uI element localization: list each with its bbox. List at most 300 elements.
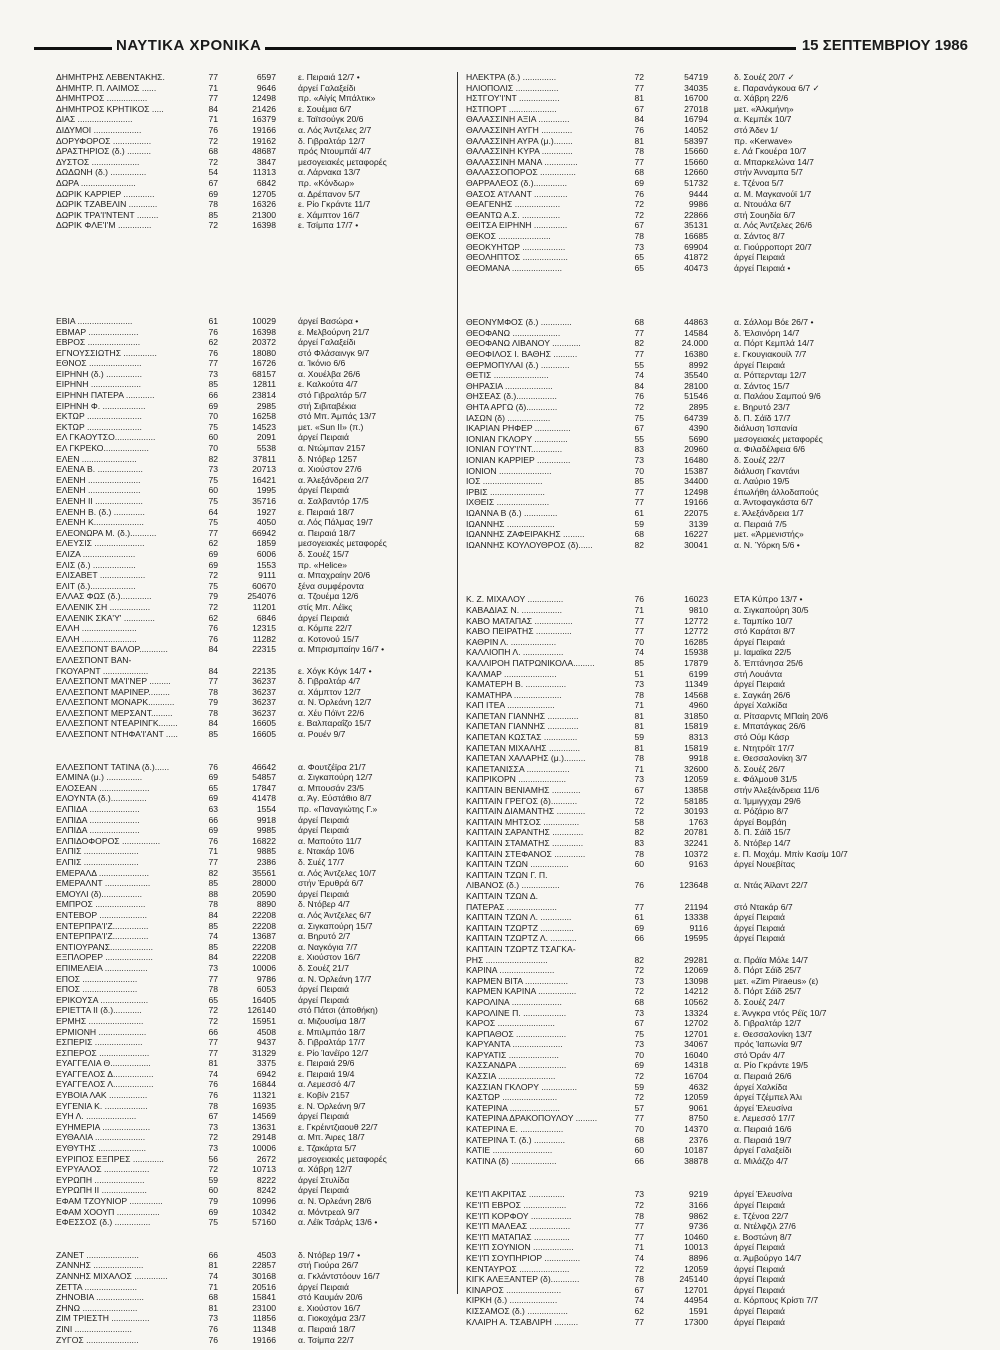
tonnage: 9885 <box>256 846 276 857</box>
vessel-name: ΘΕΟΦΙΛΟΣ Ι. ΒΑΘΗΣ .......... <box>466 349 578 360</box>
register-row <box>56 591 448 602</box>
tonnage: 14318 <box>684 1060 708 1071</box>
vessel-name: ΕΚΤΩΡ ....................... <box>56 411 142 422</box>
build-year: 77 <box>208 93 218 104</box>
vessel-name: ΔΡΑΣΤΗΡΙΟΣ (δ.) .......... <box>56 146 151 157</box>
vessel-status: στό Μπ. Άμπάς 13/7 <box>298 411 376 422</box>
vessel-status: στό Γιβραλτάρ 5/7 <box>298 390 367 401</box>
tonnage: 1591 <box>688 1305 708 1316</box>
vessel-status: α. Παλάου Σαμπού 9/6 <box>734 391 821 402</box>
vessel-status: δ. Ντόβερ 1257 <box>298 453 358 464</box>
vessel-name: ΙΟΝΙΑΝ ΓΟΥ'Ι'ΝΤ............. <box>466 444 563 455</box>
vessel-status: δ. Ντόβερ 14/7 <box>734 838 791 848</box>
register-row <box>466 1113 966 1124</box>
vessel-name: ΚΑΜΑΤΕΡΗ Β. ................. <box>466 679 567 690</box>
build-year: 76 <box>208 623 218 634</box>
vessel-name: ΔΗΜΗΤΡ. Π. ΛΑΙΜΟΣ ...... <box>56 82 157 93</box>
tonnage: 13687 <box>252 931 276 942</box>
vessel-status: άργεί Πειραιά <box>734 252 785 263</box>
build-year: 71 <box>208 846 218 857</box>
vessel-status: ε. Θεσσαλονίκη 3/7 <box>734 753 808 764</box>
vessel-name: ΕΜΕΡΑΛΝΤ ................... <box>56 878 151 889</box>
vessel-name: ΚΑΒΟ ΠΕΙΡΑΤΗΣ ............... <box>466 626 572 637</box>
vessel-status: α. Χάμπτον 12/7 <box>298 686 361 697</box>
build-year: 70 <box>634 1124 644 1135</box>
vessel-name: ΕΙΡΗΝΗ ..................... <box>56 379 141 390</box>
vessel-name: ΘΕΟΜΑΝΑ ..................... <box>466 262 562 273</box>
register-row <box>466 658 966 669</box>
vessel-status: α. Πειραιά 18/7 <box>298 527 356 538</box>
register-row <box>466 146 966 157</box>
build-year: 70 <box>208 443 218 454</box>
vessel-name: ΕΛΛΕΣΠΟΝΤ ΒΑΝ- <box>56 654 132 665</box>
tonnage: 22866 <box>684 209 708 220</box>
vessel-status: α. Σαλβαντόρ 17/5 <box>298 496 369 506</box>
vessel-status: δ. Π. Σάϊδ 17/7 <box>734 412 791 423</box>
build-year: 72 <box>208 601 218 612</box>
register-row <box>466 880 966 891</box>
tonnage: 12660 <box>684 167 708 178</box>
vessel-status: α. Λός Άντζελες 2/7 <box>298 124 372 135</box>
register-row <box>466 700 966 711</box>
build-year: 78 <box>634 689 644 700</box>
build-year: 77 <box>634 486 644 497</box>
register-row <box>56 1079 448 1090</box>
tonnage: 22315 <box>252 644 276 655</box>
vessel-name: ΚΕ'Ι'Π ΣΟΥΝΙΟΝ ................. <box>466 1242 574 1253</box>
vessel-status: α. Πειραιά 18/7 <box>298 1323 356 1334</box>
tonnage: 4960 <box>688 700 708 711</box>
tonnage: 16480 <box>684 455 708 465</box>
build-year: 76 <box>208 1334 218 1345</box>
register-row <box>466 796 966 807</box>
tonnage: 69904 <box>684 241 708 252</box>
register-row <box>56 718 448 729</box>
tonnage: 37811 <box>252 453 276 464</box>
register-row <box>466 1103 966 1114</box>
build-year: 72 <box>208 570 218 581</box>
tonnage: 3847 <box>256 156 276 167</box>
vessel-status: α. Σιγκαπούρη 15/7 <box>298 920 373 931</box>
build-year: 76 <box>208 835 218 846</box>
vessel-name: ΕΘΝΟΣ ...................... <box>56 358 142 369</box>
tonnage: 16379 <box>252 114 276 125</box>
vessel-status: πρ. «Helice» <box>298 559 348 570</box>
vessel-status: α. Λός Άντζελες 10/7 <box>298 867 376 878</box>
register-row <box>466 1295 966 1306</box>
vessel-status: α. Γιοκοχάμα 23/7 <box>298 1313 366 1324</box>
tonnage: 4503 <box>256 1249 276 1260</box>
vessel-status: ε. Χάμπτον 16/7 <box>298 209 360 220</box>
build-year: 65 <box>208 994 218 1005</box>
build-year: 72 <box>208 156 218 167</box>
vessel-status: ε. Μελβούρνη 21/7 <box>298 326 370 337</box>
build-year: 72 <box>634 986 644 997</box>
register-row <box>466 199 966 210</box>
vessel-name: ΕΛΛΕΣΠΟΝΤ ΤΑΤΙΝΑ (δ.)...... <box>56 761 170 772</box>
vessel-name: ΕΛΠΙΣ ....................... <box>56 846 139 857</box>
build-year: 85 <box>208 209 218 220</box>
vessel-status: άργεί Πειραιά <box>298 825 349 836</box>
vessel-name: ΕΓΝΟΥΣΣΙΩΤΗΣ .............. <box>56 347 157 358</box>
build-year: 73 <box>634 455 644 465</box>
tonnage: 15951 <box>252 1015 276 1026</box>
vessel-status: δ. Γιβραλτάρ 12/7 <box>298 135 366 146</box>
vessel-status: άργεί Βασώρα • <box>298 315 359 326</box>
register-block-h <box>466 72 966 273</box>
vessel-name: ΕΦΑΜ ΧΟΟΥΠ .................. <box>56 1206 160 1217</box>
vessel-status: ε. Τζένοα 22/7 <box>734 1210 789 1221</box>
vessel-name: ΔΥΣΤΟΣ .................... <box>56 156 140 167</box>
build-year: 78 <box>634 1274 644 1285</box>
register-row <box>56 836 448 847</box>
vessel-name: ΚΑΣΣΑΝΔΡΑ .................... <box>466 1060 567 1071</box>
vessel-name: ΘΑΛΑΣΣΙΝΗ ΜΑΝΑ .............. <box>466 156 578 167</box>
tonnage: 31329 <box>252 1047 276 1058</box>
build-year: 73 <box>208 1121 218 1132</box>
vessel-status: δ. Σουέζ 24/7 <box>734 996 786 1007</box>
register-row <box>56 210 448 221</box>
register-row <box>466 231 966 242</box>
tonnage: 2672 <box>256 1153 276 1164</box>
vessel-name: ΕΝΤΙΟΥΡΑΝΣ.................. <box>56 941 154 952</box>
vessel-status: άργεί Έλευσίνα <box>734 1189 793 1200</box>
vessel-name: ΖΑΝΕΤ ...................... <box>56 1249 139 1260</box>
vessel-name: ΕΒΡΟΣ ...................... <box>56 337 141 348</box>
vessel-name: ΕΛΙΣ (δ.) .................. <box>56 559 136 570</box>
register-row <box>466 1060 966 1071</box>
register-row <box>56 157 448 168</box>
build-year: 74 <box>634 647 644 658</box>
tonnage: 8313 <box>688 732 708 743</box>
vessel-status: στήν Άνναμπα 5/7 <box>734 167 803 178</box>
vessel-status: στή Σουηδία 6/7 <box>734 209 796 220</box>
register-row <box>56 602 448 613</box>
register-row <box>56 432 448 443</box>
vessel-status: α. Χέυ Πόϊντ 22/6 <box>298 707 365 718</box>
vessel-status: ε. Πειραιά 29/6 <box>298 1058 355 1069</box>
register-row <box>466 859 966 870</box>
register-row <box>56 687 448 698</box>
build-year: 68 <box>634 529 644 540</box>
tonnage: 10006 <box>252 962 276 973</box>
register-row <box>466 1018 966 1029</box>
vessel-status: α. Ρουέν 9/7 <box>298 729 346 740</box>
vessel-name: ΕΛΕΝΗ ...................... <box>56 474 141 485</box>
vessel-name: ΘΕΚΟΣ ...................... <box>466 230 551 241</box>
build-year: 72 <box>634 806 644 817</box>
tonnage: 20713 <box>252 464 276 475</box>
tonnage: 8992 <box>688 359 708 370</box>
tonnage: 10029 <box>252 315 276 326</box>
register-row <box>56 507 448 518</box>
vessel-status: άργεί Έλευσίνα <box>734 1102 793 1113</box>
build-year: 76 <box>208 1090 218 1101</box>
vessel-status: α. Ν. Ύόρκη 5/6 • <box>734 539 800 550</box>
tonnage: 13631 <box>252 1121 276 1132</box>
build-year: 75 <box>208 496 218 506</box>
register-row <box>56 454 448 465</box>
build-year: 79 <box>208 1196 218 1206</box>
vessel-name: ΙΩΑΝΝΗΣ ΖΑΦΕΙΡΑΚΗΣ ......... <box>466 529 585 540</box>
vessel-status: α. Μιζουσίμα 18/7 <box>298 1015 366 1026</box>
vessel-status: δ. Έπτάνησα 25/6 <box>734 657 803 668</box>
register-row <box>466 764 966 775</box>
register-row <box>466 455 966 466</box>
tonnage: 4050 <box>256 517 276 528</box>
register-row <box>56 1122 448 1133</box>
build-year: 73 <box>634 1189 644 1200</box>
tonnage: 3139 <box>688 518 708 529</box>
vessel-status: δ. Σουέζ 20/7 ✓ <box>734 72 795 82</box>
register-row <box>466 1306 966 1317</box>
vessel-status: στή Σιβιταβέκια <box>298 400 357 411</box>
tonnage: 32241 <box>684 838 708 848</box>
vessel-name: ΕΣΠΕΡΟΣ ..................... <box>56 1047 150 1058</box>
register-row <box>466 785 966 796</box>
register-row <box>466 902 966 913</box>
build-year: 70 <box>208 411 218 422</box>
build-year: 59 <box>634 732 644 743</box>
vessel-status: α. Ρόττερνταμ 12/7 <box>734 370 807 381</box>
vessel-name: ΙΩΑΝΝΗΣ .................... <box>466 518 555 529</box>
vessel-status: στό Όράν 4/7 <box>734 1049 786 1060</box>
vessel-status: άργεί Πειραιά <box>298 984 349 995</box>
tonnage: 22857 <box>252 1260 276 1271</box>
register-row <box>466 263 966 274</box>
tonnage: 8242 <box>256 1185 276 1196</box>
vessel-name: ΔΩΡΙΚ ΚΑΡΡΙΕΡ ............. <box>56 188 155 199</box>
vessel-name: ΕΥΡΥΑΛΟΣ ................... <box>56 1164 150 1175</box>
vessel-name: ΕΛΕΝΗ Κ..................... <box>56 517 144 528</box>
tonnage: 27018 <box>684 103 708 114</box>
tonnage: 22208 <box>252 920 276 931</box>
register-row <box>466 743 966 754</box>
register-block-d <box>56 72 448 231</box>
vessel-status: μεσογειακές μεταφορές <box>298 538 387 549</box>
tonnage: 126140 <box>247 1005 276 1016</box>
register-row <box>56 167 448 178</box>
vessel-name: ΘΕΡΜΟΠΥΛΑΙ (δ.) ............ <box>466 359 570 370</box>
register-row <box>466 1050 966 1061</box>
register-row <box>466 1317 966 1328</box>
build-year: 72 <box>634 402 644 413</box>
vessel-name: ΚΑΠΤΑΙΝ ΣΤΑΜΑΤΗΣ ............. <box>466 838 584 848</box>
register-row <box>466 370 966 381</box>
vessel-name: ΚΕΝΤΑΥΡΟΣ ..................... <box>466 1263 570 1274</box>
vessel-status: μετ. «Sun II» (π.) <box>298 421 364 432</box>
register-row <box>56 485 448 496</box>
vessel-name: ΕΥΒΟΙΑ ΛΑΚ ................ <box>56 1090 148 1101</box>
vessel-name: ΕΛΛΕΣΠΟΝΤ ΜΑ'Ι'ΝΕΡ ......... <box>56 676 171 687</box>
vessel-name: ΚΑΤΕΡΙΝΑ Τ. (δ.) ............. <box>466 1134 566 1145</box>
vessel-name: ΕΒΙΑ ....................... <box>56 315 133 326</box>
tonnage: 16605 <box>252 729 276 740</box>
vessel-name: ΕΦΑΜ ΤΖΟΥΝΙΟΡ .............. <box>56 1196 163 1206</box>
tonnage: 16285 <box>684 636 708 647</box>
vessel-name: ΚΑΠ ΙΤΕΑ .................... <box>466 700 555 711</box>
register-row <box>56 846 448 857</box>
vessel-status: ε. Άνγκρα ντός Ρέϊς 10/7 <box>734 1007 827 1018</box>
register-row <box>466 690 966 701</box>
register-row <box>56 327 448 338</box>
register-row <box>466 540 966 551</box>
build-year: 82 <box>634 827 644 838</box>
vessel-name: ΕΛΙΤ (δ.)................... <box>56 580 136 591</box>
vessel-name: ΘΕΙΤΣΑ ΕΙΡΗΝΗ .............. <box>466 220 568 231</box>
build-year: 69 <box>208 548 218 559</box>
register-row <box>56 390 448 401</box>
tonnage: 19166 <box>252 1334 276 1345</box>
vessel-name: ΕΡΙΕΤΤΑ ΙΙ (δ.)............ <box>56 1005 142 1016</box>
vessel-status: άργεί Πειραιά <box>734 1316 785 1327</box>
vessel-name: ΕΛΕΝ ....................... <box>56 453 137 464</box>
build-year: 73 <box>634 1039 644 1050</box>
tonnage: 19162 <box>252 135 276 146</box>
register-row <box>466 317 966 328</box>
register-row <box>56 570 448 581</box>
tonnage: 2985 <box>256 400 276 411</box>
vessel-status: δ. Πόρτ Σάϊδ 25/7 <box>734 965 802 976</box>
build-year: 77 <box>634 901 644 912</box>
tonnage: 16380 <box>684 349 708 360</box>
tonnage: 22208 <box>252 952 276 963</box>
build-year: 68 <box>208 146 218 157</box>
register-row <box>466 817 966 828</box>
tonnage: 17300 <box>684 1316 708 1327</box>
vessel-name: ΘΑΡΡΑΛΕΟΣ (δ.).............. <box>466 177 567 188</box>
build-year: 78 <box>634 753 644 764</box>
tonnage: 38878 <box>684 1155 708 1166</box>
tonnage: 11282 <box>252 633 276 644</box>
vessel-name: ΕΝΤΕΡΠΡΑ'Ι'Ζ............... <box>56 931 149 942</box>
register-row <box>466 753 966 764</box>
build-year: 84 <box>208 909 218 920</box>
register-row <box>56 528 448 539</box>
vessel-status: άργεί Χαλκίδα <box>734 700 788 711</box>
tonnage: 60670 <box>252 580 276 591</box>
vessel-name: ΚΑΠΕΤΑΝ ΓΙΑΝΝΗΣ ............. <box>466 710 579 721</box>
vessel-status: άργεί Πειραιά <box>734 922 785 933</box>
tonnage: 18080 <box>252 347 276 358</box>
tonnage: 13324 <box>684 1007 708 1018</box>
build-year: 85 <box>208 920 218 931</box>
register-row <box>466 1029 966 1040</box>
vessel-name: ΙΩΑΝΝΑ Β (δ.) .............. <box>466 507 558 518</box>
tonnage: 2895 <box>688 402 708 413</box>
build-year: 81 <box>208 1058 218 1069</box>
vessel-status: μετ. «Άρμενιστής» <box>734 529 804 540</box>
build-year: 73 <box>634 241 644 252</box>
vessel-name: ΚΑΒΑΔΙΑΣ Ν. ................. <box>466 604 563 615</box>
issue-date: 15 ΣΕΠΤΕΜΒΡΙΟΥ 1986 <box>796 37 968 54</box>
vessel-status: α. Πειραιά 19/7 <box>734 1134 792 1145</box>
tonnage: 4390 <box>688 423 708 434</box>
vessel-name: ΖΑΝΝΗΣ ΜΙΧΑΛΟΣ .............. <box>56 1270 168 1281</box>
build-year: 75 <box>208 517 218 528</box>
vessel-status: α. Ναγκόγια 7/7 <box>298 941 358 952</box>
register-block-e <box>56 316 448 740</box>
tonnage: 15660 <box>684 146 708 157</box>
vessel-name: ΚΑΛΛΙΟΠΗ Λ. ................. <box>466 647 564 658</box>
register-row <box>56 1090 448 1101</box>
vessel-status: άργεί Βομβάη <box>734 816 787 827</box>
vessel-name: ΘΕΟΚΥΗΤΩΡ .................. <box>466 241 566 252</box>
vessel-status: ε. Ντητρόϊτ 17/7 <box>734 742 795 753</box>
build-year: 66 <box>208 390 218 401</box>
tonnage: 9111 <box>258 570 276 581</box>
vessel-status: α. Μπαχραίην 20/6 <box>298 570 371 581</box>
vessel-name: ΚΑΜΑΤΗΡΑ .................... <box>466 689 562 700</box>
register-row <box>466 1008 966 1019</box>
vessel-name: ΚΑΠΕΤΑΝ ΜΙΧΑΛΗΣ ............. <box>466 742 581 753</box>
vessel-status: στό Άδεν 1/ <box>734 124 778 135</box>
register-row <box>466 849 966 860</box>
register-row <box>466 93 966 104</box>
vessel-name: ΚΑΛΜΑΡ ...................... <box>466 668 557 679</box>
tonnage: 254076 <box>247 591 276 602</box>
register-row <box>56 921 448 932</box>
register-row <box>56 1132 448 1143</box>
register-row <box>56 114 448 125</box>
tonnage: 14569 <box>252 1111 276 1122</box>
build-year: 67 <box>634 785 644 796</box>
tonnage: 28100 <box>684 380 708 391</box>
vessel-status: ε. Ρίο Ίανέϊρο 12/7 <box>298 1047 369 1058</box>
tonnage: 8890 <box>256 899 276 910</box>
register-row <box>466 732 966 743</box>
vessel-name: ΔΟΡΥΦΟΡΟΣ ................ <box>56 135 152 146</box>
vessel-name: ΗΛΙΟΠΟΛΙΣ .................. <box>466 82 559 93</box>
register-row <box>466 328 966 339</box>
register-row <box>56 1303 448 1314</box>
build-year: 75 <box>208 474 218 485</box>
register-row <box>466 933 966 944</box>
tonnage: 11348 <box>252 1323 276 1334</box>
register-row <box>466 157 966 168</box>
vessel-status: α. Ίμμιγγχαμ 29/6 <box>734 795 801 806</box>
tonnage: 9986 <box>688 199 708 210</box>
vessel-name: ΕΛΛΕΣΠΟΝΤ ΒΑΛΟΡ............ <box>56 644 168 655</box>
build-year: 77 <box>208 1047 218 1058</box>
tonnage: 16685 <box>684 230 708 241</box>
tonnage: 54857 <box>252 772 276 783</box>
register-row <box>466 1253 966 1264</box>
tonnage: 12059 <box>684 1263 708 1274</box>
register-row <box>466 1071 966 1082</box>
vessel-status: α. Λέϊκ Τσάρλς 13/6 • <box>298 1217 378 1228</box>
build-year: 68 <box>208 1292 218 1303</box>
build-year: 84 <box>634 380 644 391</box>
tonnage: 9985 <box>256 825 276 836</box>
vessel-status: α. Μπαρκελώνα 14/7 <box>734 156 814 167</box>
build-year: 70 <box>634 636 644 647</box>
vessel-status: στή Λουάντα <box>734 668 783 679</box>
register-row <box>466 220 966 231</box>
vessel-name: ΛΙΒΑΝΟΣ (δ.) ................ <box>466 880 560 891</box>
tonnage: 16935 <box>252 1100 276 1111</box>
vessel-name: ΕΛΛΗ ....................... <box>56 623 137 634</box>
build-year: 84 <box>208 103 218 114</box>
vessel-name: ΕΛΕΥΣΙΣ ..................... <box>56 538 145 549</box>
vessel-status: α. Κόρπους Κρίστι 7/7 <box>734 1295 819 1306</box>
vessel-name: ΚΙΡΚΗ (δ.) .................... <box>466 1295 558 1306</box>
build-year: 85 <box>208 941 218 952</box>
build-year: 65 <box>634 252 644 263</box>
vessel-status: άργεί Πειραιά <box>734 1200 785 1210</box>
vessel-status: άργεί Γαλαξείδι <box>298 82 356 93</box>
build-year: 73 <box>634 1007 644 1018</box>
